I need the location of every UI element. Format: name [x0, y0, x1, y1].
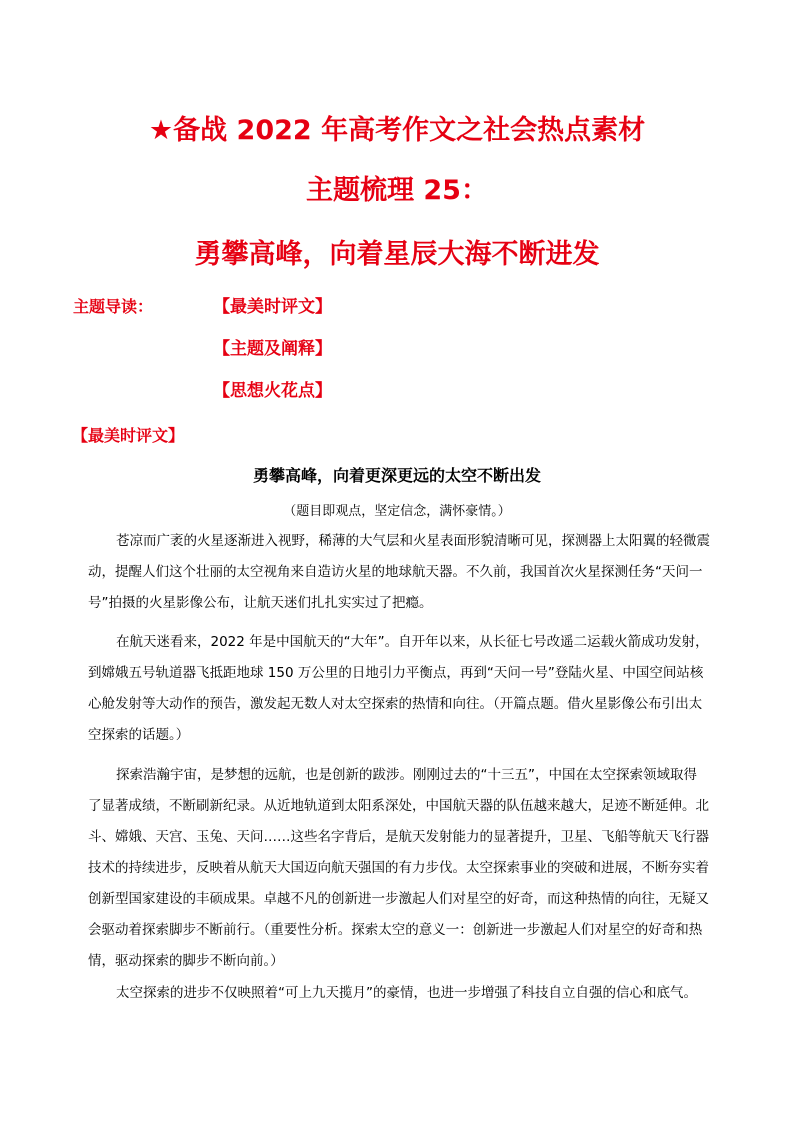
article-title: 勇攀高峰，向着更深更远的太空不断出发: [252, 466, 541, 485]
document-title-line-3: 勇攀高峰，向着星辰大海不断进发: [194, 239, 600, 270]
paragraph-line: 号”拍摄的火星影像公布，让航天迷们扎扎实实过了把瘾。: [88, 595, 433, 611]
paragraph-line: 到嫦娥五号轨道器飞抵距地球 150 万公里的日地引力平衡点，再到“天问一号”登陆火星、中国空间站核: [88, 665, 704, 681]
guide-item-theme-explanation: 【主题及阐释】: [213, 339, 332, 359]
paragraph-line: 斗、嫦娥、天宫、玉兔、天问……这些名字背后，是航天发射能力的显著提升，卫星、飞船等航天飞行器: [88, 829, 709, 845]
article-note: （题目即观点，坚定信念，满怀豪情。）: [283, 504, 511, 519]
paragraph-line: 探索浩瀚宇宙，是梦想的远航，也是创新的跋涉。刚刚过去的“十三五”，中国在太空探索领域取得: [116, 767, 697, 783]
paragraph-line: 情，驱动探索的脚步不断向前。）: [88, 953, 284, 969]
paragraph-line: 会驱动着探索脚步不断前行。（重要性分析。探索太空的意义一：创新进一步激起人们对星空的好奇和热: [88, 922, 703, 938]
paragraph-line: 空探索的话题。）: [88, 727, 190, 743]
section-heading: 【最美时评文】: [72, 426, 185, 445]
guide-item-thought-sparks: 【思想火花点】: [213, 381, 332, 401]
paragraph-line: 技术的持续进步，反映着从航天大国迈向航天强国的有力步伐。太空探索事业的突破和进展，不断夯实着: [88, 860, 709, 876]
paragraph-line: 动，提醒人们这个壮丽的太空视角来自造访火星的地球航天器。不久前，我国首次火星探测任务“天问一: [88, 564, 703, 580]
paragraph-line: 创新型国家建设的丰硕成果。卓越不凡的创新进一步激起人们对星空的好奇，而这种热情的向往，无疑又: [88, 891, 709, 907]
paragraph-line: 苍凉而广袤的火星逐渐进入视野，稀薄的大气层和火星表面形貌清晰可见，探测器上太阳翼的轻微震: [116, 533, 710, 549]
guide-label: 主题导读：: [73, 297, 154, 316]
document-title-line-2: 主题梳理 25：: [306, 175, 488, 206]
paragraph-line: 了显著成绩，不断刷新纪录。从近地轨道到太阳系深处，中国航天器的队伍越来越大，足迹不断延伸。北: [88, 798, 709, 814]
document-title-line-1: ★备战 2022 年高考作文之社会热点素材: [148, 115, 646, 146]
paragraph-line: 在航天迷看来，2022 年是中国航天的“大年”。自开年以来，从长征七号改遥二运载火箭成功发射，: [116, 634, 709, 650]
paragraph-line: 心舱发射等大动作的预告，激发起无数人对太空探索的热情和向往。（开篇点题。借火星影像公布引出太: [88, 696, 703, 712]
guide-item-best-commentary: 【最美时评文】: [213, 297, 332, 317]
paragraph-line: 太空探索的进步不仅映照着“可上九天揽月”的豪情，也进一步增强了科技自立自强的信心和底气。: [116, 985, 697, 1001]
